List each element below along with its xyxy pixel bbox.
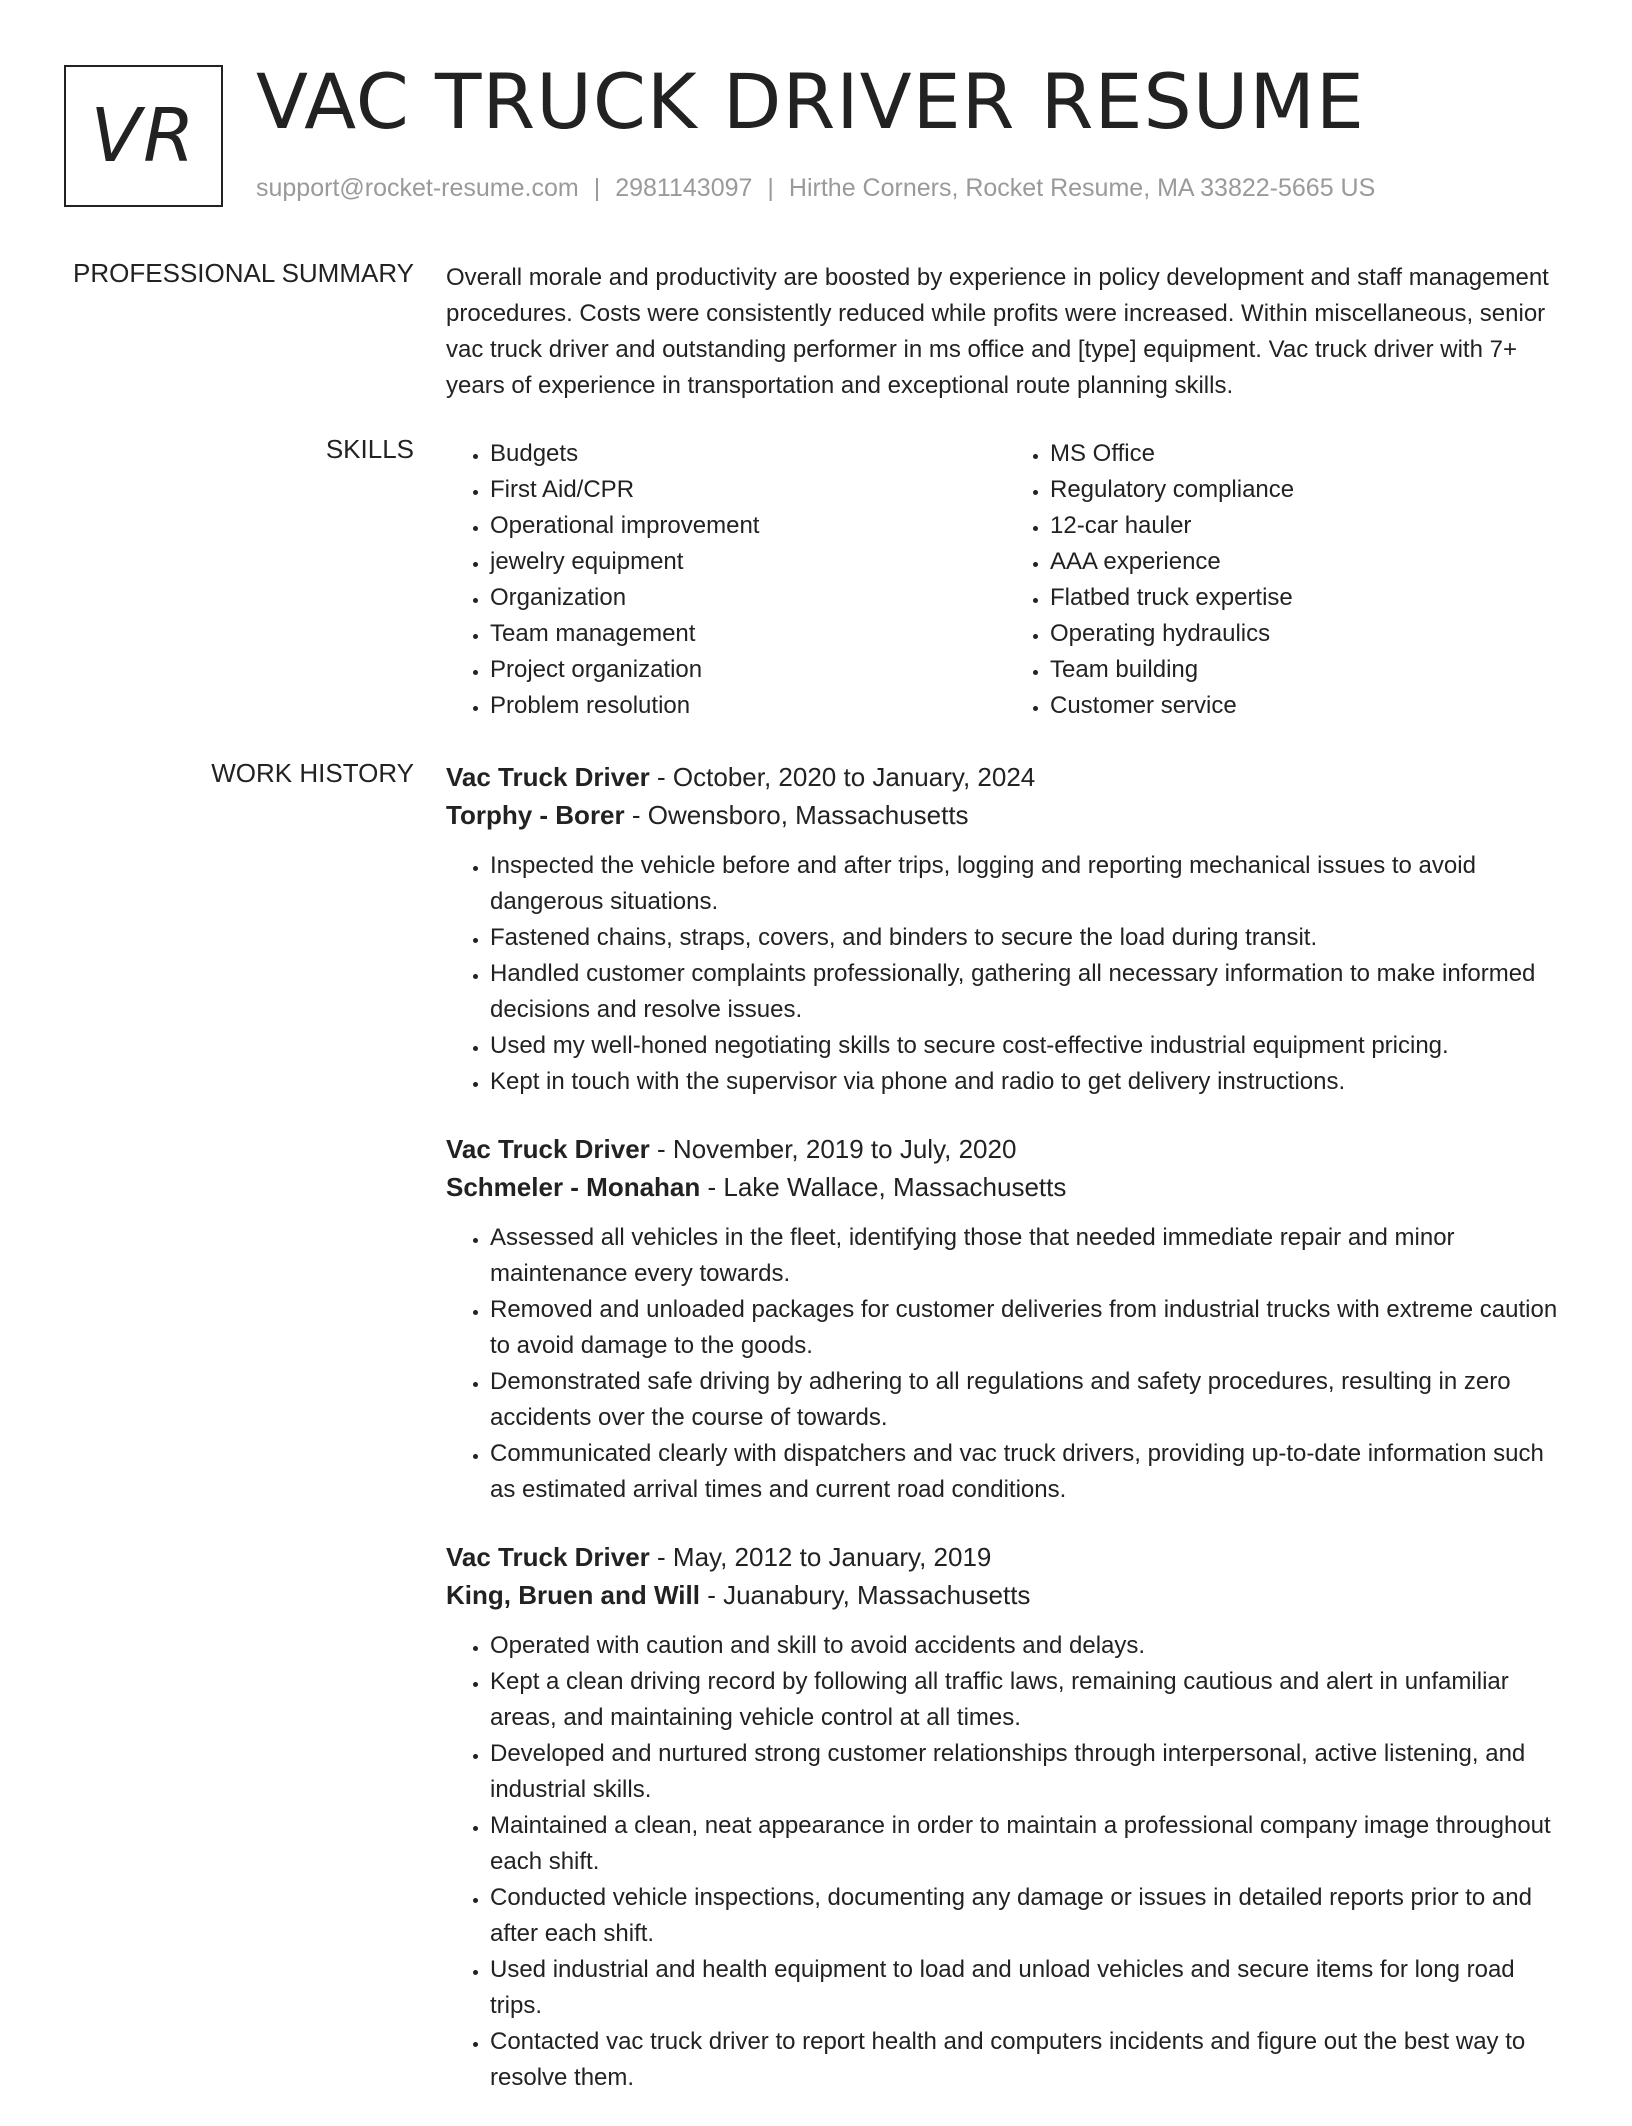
job-company: Schmeler - Monahan <box>446 1172 701 1202</box>
contact-phone[interactable]: 2981143097 <box>615 174 753 202</box>
job-bullet: • Conducted vehicle inspections, documenting any damage or issues in detailed reports prior to and after each shift. <box>490 1880 1566 1952</box>
skill-item: • Team management <box>490 616 1006 652</box>
job-dates: - November, 2019 to July, 2020 <box>649 1134 1017 1164</box>
job-bullet: • Communicated clearly with dispatchers and vac truck drivers, providing up-to-date information such as estimated arrival times and current road conditions. <box>490 1436 1566 1508</box>
job-dates: - May, 2012 to January, 2019 <box>649 1542 992 1572</box>
contact-email[interactable]: support@rocket-resume.com <box>256 174 579 202</box>
work-history-heading: WORK HISTORY <box>211 758 414 788</box>
job-bullet: • Contacted vac truck driver to report health and computers incidents and figure out the best way to resolve them. <box>490 2024 1566 2096</box>
job-company: King, Bruen and Will <box>446 1580 700 1610</box>
summary-body <box>446 260 1566 404</box>
skills-list-right <box>1006 436 1566 724</box>
job-company-line <box>446 796 1566 834</box>
job-title-line <box>446 1538 1566 1576</box>
job-title: Vac Truck Driver <box>446 1134 650 1164</box>
job-company-line <box>446 1576 1566 1614</box>
skill-item: • Regulatory compliance <box>1050 472 1566 508</box>
skills-list-left <box>446 436 1006 724</box>
job-title-line <box>446 758 1566 796</box>
job-title: Vac Truck Driver <box>446 762 650 792</box>
job-bullet: • Fastened chains, straps, covers, and binders to secure the load during transit. <box>490 920 1566 956</box>
job-bullet: • Operated with caution and skill to avoid accidents and delays. <box>490 1628 1566 1664</box>
skill-item: • Operating hydraulics <box>1050 616 1566 652</box>
summary-text: Overall morale and productivity are boosted by experience in policy development and staff management procedures. Costs were consistently reduced while profits were increased. Within miscellaneous, senior vac truck driver and outstanding performer in ms office and [type] equipment. Vac truck driver with 7+ years of experience in transportation and exceptional route planning skills. <box>446 264 1549 399</box>
skill-item: • AAA experience <box>1050 544 1566 580</box>
job-location: - Juanabury, Massachusetts <box>699 1580 1031 1610</box>
job-bullets <box>446 1628 1566 2096</box>
skill-item: • Flatbed truck expertise <box>1050 580 1566 616</box>
job-bullet: • Kept in touch with the supervisor via phone and radio to get delivery instructions. <box>490 1064 1566 1100</box>
skill-item: • MS Office <box>1050 436 1566 472</box>
job-entry <box>446 758 1566 1100</box>
job-bullet: • Inspected the vehicle before and after trips, logging and reporting mechanical issues to avoid dangerous situations. <box>490 848 1566 920</box>
job-bullet: • Demonstrated safe driving by adhering to all regulations and safety procedures, resulting in zero accidents over the course of towards. <box>490 1364 1566 1436</box>
job-bullet: • Used my well-honed negotiating skills to secure cost-effective industrial equipment pricing. <box>490 1028 1566 1064</box>
skill-item: • Customer service <box>1050 688 1566 724</box>
skill-item: • Operational improvement <box>490 508 1006 544</box>
job-bullet: • Developed and nurtured strong customer relationships through interpersonal, active listening, and industrial skills. <box>490 1736 1566 1808</box>
contact-separator: | <box>767 174 774 202</box>
skills-heading: SKILLS <box>325 434 414 464</box>
job-dates: - October, 2020 to January, 2024 <box>649 762 1036 792</box>
skill-item: • 12-car hauler <box>1050 508 1566 544</box>
resume-title: VAC TRUCK DRIVER RESUME <box>256 57 1365 146</box>
job-bullet: • Assessed all vehicles in the fleet, identifying those that needed immediate repair and minor maintenance every towards. <box>490 1220 1566 1292</box>
skills-body <box>446 436 1566 724</box>
summary-heading: PROFESSIONAL SUMMARY <box>73 258 414 288</box>
job-title-line <box>446 1130 1566 1168</box>
job-bullet: • Used industrial and health equipment to load and unload vehicles and secure items for long road trips. <box>490 1952 1566 2024</box>
monogram-text: VR <box>90 93 197 179</box>
job-company: Torphy - Borer <box>446 800 625 830</box>
job-company-line <box>446 1168 1566 1206</box>
contact-address: Hirthe Corners, Rocket Resume, MA 33822-5665 US <box>788 174 1376 202</box>
work-history-body <box>446 758 1566 2126</box>
job-title: Vac Truck Driver <box>446 1542 650 1572</box>
skill-item: • Team building <box>1050 652 1566 688</box>
contact-line <box>256 174 1375 203</box>
monogram-badge <box>64 65 223 207</box>
skill-item: • jewelry equipment <box>490 544 1006 580</box>
job-bullet: • Handled customer complaints professionally, gathering all necessary information to make informed decisions and resolve issues. <box>490 956 1566 1028</box>
skill-item: • Project organization <box>490 652 1006 688</box>
skill-item: • Organization <box>490 580 1006 616</box>
job-entry <box>446 1538 1566 2096</box>
job-bullet: • Kept a clean driving record by following all traffic laws, remaining cautious and alert in unfamiliar areas, and maintaining vehicle control at all times. <box>490 1664 1566 1736</box>
job-location: - Lake Wallace, Massachusetts <box>700 1172 1067 1202</box>
job-bullets <box>446 1220 1566 1508</box>
contact-separator: | <box>593 174 601 202</box>
skill-item: • Budgets <box>490 436 1006 472</box>
skill-item: • Problem resolution <box>490 688 1006 724</box>
skill-item: • First Aid/CPR <box>490 472 1006 508</box>
job-bullet: • Removed and unloaded packages for customer deliveries from industrial trucks with extreme caution to avoid damage to the goods. <box>490 1292 1566 1364</box>
job-bullets <box>446 848 1566 1100</box>
job-entry <box>446 1130 1566 1508</box>
job-bullet: • Maintained a clean, neat appearance in order to maintain a professional company image throughout each shift. <box>490 1808 1566 1880</box>
job-location: - Owensboro, Massachusetts <box>624 800 969 830</box>
